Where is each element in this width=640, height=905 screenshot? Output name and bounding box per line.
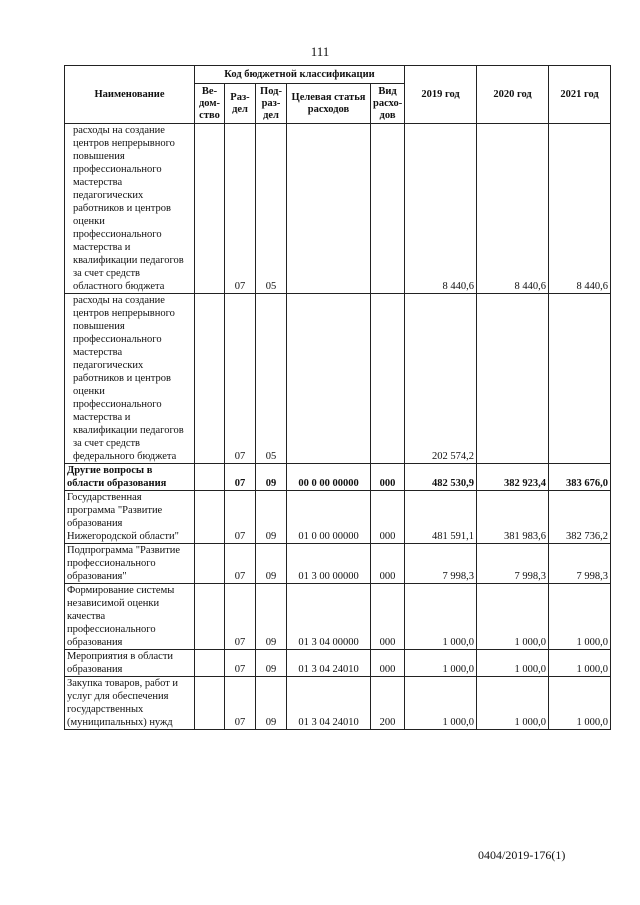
- cell-2019: 202 574,2: [405, 294, 477, 464]
- cell-name: Другие вопросы в области образования: [65, 464, 195, 491]
- cell-2021: [549, 294, 611, 464]
- cell-expense-type: [371, 124, 405, 294]
- table-row: [65, 491, 611, 544]
- table-row: [65, 464, 611, 491]
- header-2019: 2019 год: [405, 66, 477, 124]
- cell-expense-type: [371, 294, 405, 464]
- cell-section: 07: [225, 677, 256, 730]
- header-2020: 2020 год: [477, 66, 549, 124]
- header-subsection: Под-раз-дел: [256, 84, 287, 124]
- page-number: 111: [310, 44, 330, 59]
- cell-section: 07: [225, 650, 256, 677]
- cell-target-article: 01 3 00 00000: [287, 544, 371, 584]
- header-section: Раз-дел: [225, 84, 256, 124]
- cell-target-article: [287, 294, 371, 464]
- cell-subsection: 09: [256, 677, 287, 730]
- document-code: 0404/2019-176(1): [478, 848, 566, 862]
- cell-2020: [477, 294, 549, 464]
- cell-subsection: 09: [256, 650, 287, 677]
- cell-department: [195, 464, 225, 491]
- cell-2020: 7 998,3: [477, 544, 549, 584]
- cell-subsection: 05: [256, 294, 287, 464]
- table-body: [65, 124, 611, 730]
- cell-subsection: 09: [256, 544, 287, 584]
- cell-2019: 1 000,0: [405, 584, 477, 650]
- cell-2020: 8 440,6: [477, 124, 549, 294]
- header-budget-classification: Код бюджетной классификации: [195, 66, 405, 84]
- cell-2019: 8 440,6: [405, 124, 477, 294]
- cell-target-article: 01 3 04 24010: [287, 650, 371, 677]
- table-row: [65, 294, 611, 464]
- cell-section: 07: [225, 124, 256, 294]
- cell-section: 07: [225, 294, 256, 464]
- cell-target-article: 01 3 04 00000: [287, 584, 371, 650]
- cell-target-article: [287, 124, 371, 294]
- cell-expense-type: 200: [371, 677, 405, 730]
- table-row: [65, 677, 611, 730]
- header-name: Наименование: [65, 66, 195, 124]
- cell-expense-type: 000: [371, 650, 405, 677]
- cell-2021: 382 736,2: [549, 491, 611, 544]
- cell-2020: 1 000,0: [477, 677, 549, 730]
- budget-table: [64, 65, 611, 730]
- cell-2021: 1 000,0: [549, 650, 611, 677]
- cell-expense-type: 000: [371, 584, 405, 650]
- cell-name: Закупка товаров, работ и услуг для обеспечения государственных (муниципальных) нужд: [65, 677, 195, 730]
- cell-department: [195, 650, 225, 677]
- cell-2021: 8 440,6: [549, 124, 611, 294]
- cell-section: 07: [225, 584, 256, 650]
- cell-expense-type: 000: [371, 491, 405, 544]
- cell-2019: 1 000,0: [405, 650, 477, 677]
- cell-expense-type: 000: [371, 544, 405, 584]
- cell-department: [195, 544, 225, 584]
- cell-name: Мероприятия в области образования: [65, 650, 195, 677]
- cell-expense-type: 000: [371, 464, 405, 491]
- cell-2020: 1 000,0: [477, 584, 549, 650]
- cell-department: [195, 124, 225, 294]
- cell-2019: 1 000,0: [405, 677, 477, 730]
- cell-name: Государственная программа "Развитие образования Нижегородской области": [65, 491, 195, 544]
- cell-subsection: 05: [256, 124, 287, 294]
- header-department: Ве-дом-ство: [195, 84, 225, 124]
- header-target-article: Целевая статья расходов: [287, 84, 371, 124]
- cell-2019: 482 530,9: [405, 464, 477, 491]
- cell-name: Подпрограмма "Развитие профессионального образования": [65, 544, 195, 584]
- cell-2020: 1 000,0: [477, 650, 549, 677]
- cell-2019: 481 591,1: [405, 491, 477, 544]
- table-row: [65, 584, 611, 650]
- table-row: [65, 650, 611, 677]
- cell-target-article: 01 3 04 24010: [287, 677, 371, 730]
- cell-2021: 1 000,0: [549, 584, 611, 650]
- cell-department: [195, 584, 225, 650]
- cell-subsection: 09: [256, 491, 287, 544]
- cell-2019: 7 998,3: [405, 544, 477, 584]
- cell-name: расходы на создание центров непрерывного повышения профессионального мастерства педагогических работников и центров оценки профессионального мастерства и квалификации педагогов за счет средств областного бюджета: [65, 124, 195, 294]
- cell-subsection: 09: [256, 584, 287, 650]
- header-2021: 2021 год: [549, 66, 611, 124]
- cell-2020: 381 983,6: [477, 491, 549, 544]
- cell-department: [195, 294, 225, 464]
- cell-2021: 1 000,0: [549, 677, 611, 730]
- cell-name: Формирование системы независимой оценки качества профессионального образования: [65, 584, 195, 650]
- cell-section: 07: [225, 491, 256, 544]
- cell-2020: 382 923,4: [477, 464, 549, 491]
- cell-name: расходы на создание центров непрерывного повышения профессионального мастерства педагогических работников и центров оценки профессионального мастерства и квалификации педагогов за счет средств федерального бюджета: [65, 294, 195, 464]
- cell-2021: 383 676,0: [549, 464, 611, 491]
- cell-department: [195, 491, 225, 544]
- table-row: [65, 544, 611, 584]
- cell-department: [195, 677, 225, 730]
- cell-section: 07: [225, 544, 256, 584]
- cell-target-article: 01 0 00 00000: [287, 491, 371, 544]
- cell-section: 07: [225, 464, 256, 491]
- cell-subsection: 09: [256, 464, 287, 491]
- header-expense-type: Вид расхо-дов: [371, 84, 405, 124]
- cell-target-article: 00 0 00 00000: [287, 464, 371, 491]
- cell-2021: 7 998,3: [549, 544, 611, 584]
- table-row: [65, 124, 611, 294]
